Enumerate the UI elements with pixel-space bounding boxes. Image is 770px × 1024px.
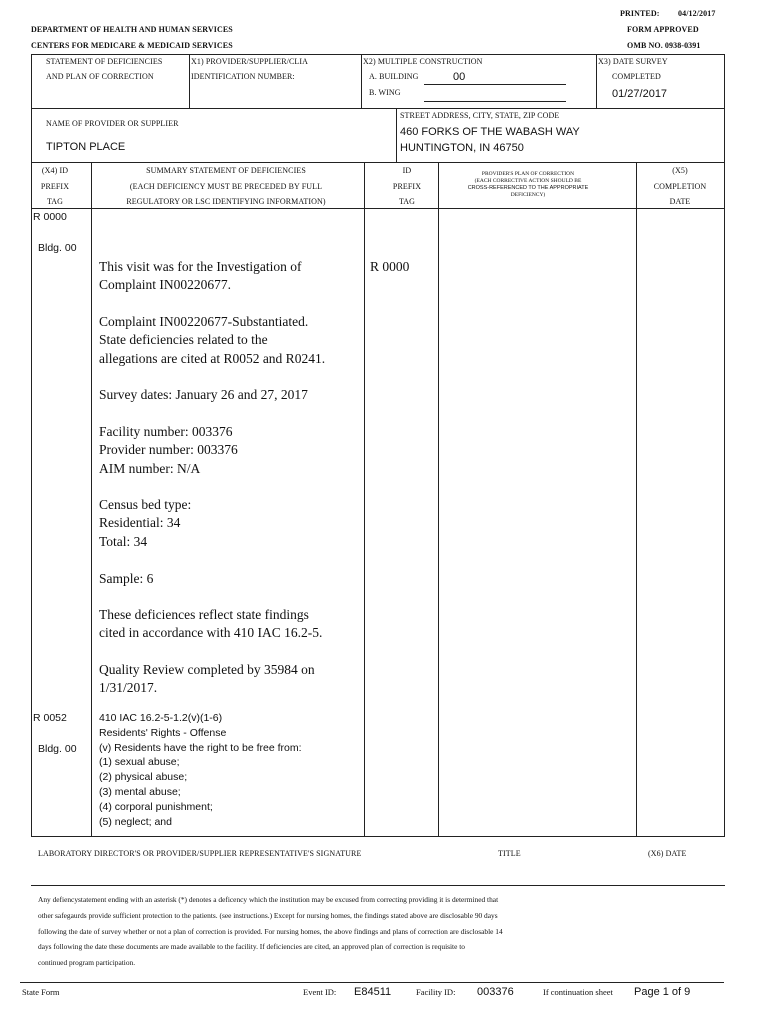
x4-header-2: PREFIX xyxy=(40,182,70,191)
id-header-3: TAG xyxy=(398,197,416,206)
wing-label: B. WING xyxy=(369,88,401,97)
summary-header-2: (EACH DEFICIENCY MUST BE PRECEDED BY FULL xyxy=(129,182,323,191)
summary-paragraph-5: Census bed type: Residential: 34 Total: 34 xyxy=(99,497,192,549)
summary-paragraph-4: Facility number: 003376 Provider number: 003376 AIM number: N/A xyxy=(99,424,238,476)
printed-date: 04/12/2017 xyxy=(678,9,716,18)
body-border-bottom xyxy=(31,836,725,837)
column-header-border-bottom xyxy=(31,208,725,209)
address-line-2: HUNTINGTON, IN 46750 xyxy=(400,142,524,154)
summary-paragraph-3: Survey dates: January 26 and 27, 2017 xyxy=(99,387,308,402)
summary-paragraph-2: Complaint IN00220677-Substantiated. State deficiencies related to the allegations are cited at R0052 and R0241. xyxy=(99,314,326,366)
building-value: 00 xyxy=(453,71,466,83)
x4-header-3: TAG xyxy=(46,197,64,206)
event-id-value: E84511 xyxy=(354,986,392,998)
plan-header-3: CROSS-REFERENCED TO THE APPROPRIATE xyxy=(467,185,589,191)
building-label: A. BUILDING xyxy=(369,72,419,81)
col-divider-prefix xyxy=(91,162,92,837)
r0052-building: Bldg. 00 xyxy=(38,743,77,755)
id-header-2: PREFIX xyxy=(392,182,422,191)
summary-header-3: REGULATORY OR LSC IDENTIFYING INFORMATION) xyxy=(126,197,326,206)
address-label: STREET ADDRESS, CITY, STATE, ZIP CODE xyxy=(400,111,560,120)
continuation-label: If continuation sheet xyxy=(543,987,613,997)
col-divider-plan xyxy=(636,162,637,837)
r0000-tag: R 0000 xyxy=(33,211,67,223)
x2-label: X2) MULTIPLE CONSTRUCTION xyxy=(363,57,483,66)
plan-header-1: PROVIDER'S PLAN OF CORRECTION xyxy=(481,171,575,177)
summary-paragraph-1: This visit was for the Investigation of Complaint IN00220677. xyxy=(99,259,302,293)
director-signature-label: LABORATORY DIRECTOR'S OR PROVIDER/SUPPLIER REPRESENTATIVE'S SIGNATURE xyxy=(38,849,362,858)
title-label: TITLE xyxy=(498,849,521,858)
col-divider-id xyxy=(438,162,439,837)
department-title: DEPARTMENT OF HEALTH AND HUMAN SERVICES xyxy=(31,25,233,34)
divider-x3 xyxy=(596,54,597,108)
signature-border-bottom xyxy=(31,885,725,886)
plan-header-4: DEFICIENCY) xyxy=(510,192,546,198)
provider-name: TIPTON PLACE xyxy=(46,141,126,153)
col-right-border xyxy=(724,162,725,837)
facility-id-label: Facility ID: xyxy=(416,987,456,997)
centers-title: CENTERS FOR MEDICARE & MEDICAID SERVICES xyxy=(31,41,233,50)
col-divider-summary xyxy=(364,162,365,837)
top-box-border-bottom xyxy=(31,108,725,109)
omb-number: OMB NO. 0938-0391 xyxy=(627,41,701,50)
x4-header-1: (X4) ID xyxy=(41,166,69,175)
r0000-building: Bldg. 00 xyxy=(38,242,77,254)
summary-paragraph-8: Quality Review completed by 35984 on 1/31/2017. xyxy=(99,662,315,696)
wing-underline xyxy=(424,101,566,102)
provider-name-label: NAME OF PROVIDER OR SUPPLIER xyxy=(46,119,179,128)
printed-label: PRINTED: xyxy=(620,9,660,18)
date-survey-completed: 01/27/2017 xyxy=(612,88,668,100)
x5-header-1: (X5) xyxy=(672,166,688,175)
state-form-label: State Form xyxy=(22,987,60,997)
provider-divider xyxy=(396,108,397,162)
top-box-border-top xyxy=(31,54,725,55)
summary-paragraph-7: These deficiences reflect state findings cited in accordance with 410 IAC 16.2-5. xyxy=(99,607,323,641)
id-header-1: ID xyxy=(402,166,412,175)
left-border-top xyxy=(31,54,32,162)
statement-label-2: AND PLAN OF CORRECTION xyxy=(46,72,154,81)
col-left-border xyxy=(31,162,32,837)
x5-header-2: COMPLETION xyxy=(653,182,707,191)
summary-paragraph-6: Sample: 6 xyxy=(99,571,154,586)
x3-label-1: X3) DATE SURVEY xyxy=(598,57,668,66)
x6-date-label: (X6) DATE xyxy=(648,849,687,858)
footer-rule xyxy=(20,982,724,983)
disclaimer-text: Any defiencystatement ending with an asterisk (*) denotes a deficency which the institution may be excused from correcting providing it is determined that other safegaurds provide sufficient protection to the patients. (see instructions.) Except for nursing homes, the findings stated above are disclosable 90 days following the date of survey whether or not a plan of correction is provided. For nursing homes, the above findings and plans of correction are disclosable 14 days following the date these documents are made available to the facility. If deficiencies are cited, an approved plan of correction is requisite to continued program participation. xyxy=(38,895,503,968)
r0052-regulation: 410 IAC 16.2-5-1.2(v)(1-6) Residents' Rights - Offense (v) Residents have the right to be free from: (1) sexual abuse; (2) physical abuse; (3) mental abuse; (4) corporal punishment; (5) neglect; and xyxy=(99,712,302,828)
plan-header-2: (EACH CORRECTIVE ACTION SHOULD BE xyxy=(474,178,582,184)
statement-label-1: STATEMENT OF DEFICIENCIES xyxy=(46,57,163,66)
address-line-1: 460 FORKS OF THE WABASH WAY xyxy=(400,126,580,138)
facility-id-value: 003376 xyxy=(477,986,514,998)
right-border-top xyxy=(724,54,725,162)
provider-box-border-bottom xyxy=(31,162,725,163)
divider-x1 xyxy=(189,54,190,108)
x3-label-2: COMPLETED xyxy=(612,72,661,81)
x5-header-3: DATE xyxy=(669,197,691,206)
building-underline xyxy=(424,84,566,85)
r0052-tag: R 0052 xyxy=(33,712,67,724)
event-id-label: Event ID: xyxy=(303,987,337,997)
summary-header-1: SUMMARY STATEMENT OF DEFICIENCIES xyxy=(146,166,306,175)
r0000-right-tag: R 0000 xyxy=(370,259,410,274)
form-approved: FORM APPROVED xyxy=(627,25,699,34)
x1-label-2: IDENTIFICATION NUMBER: xyxy=(191,72,295,81)
divider-x2 xyxy=(361,54,362,108)
x1-label-1: X1) PROVIDER/SUPPLIER/CLIA xyxy=(191,57,309,66)
page-number: Page 1 of 9 xyxy=(634,986,691,998)
